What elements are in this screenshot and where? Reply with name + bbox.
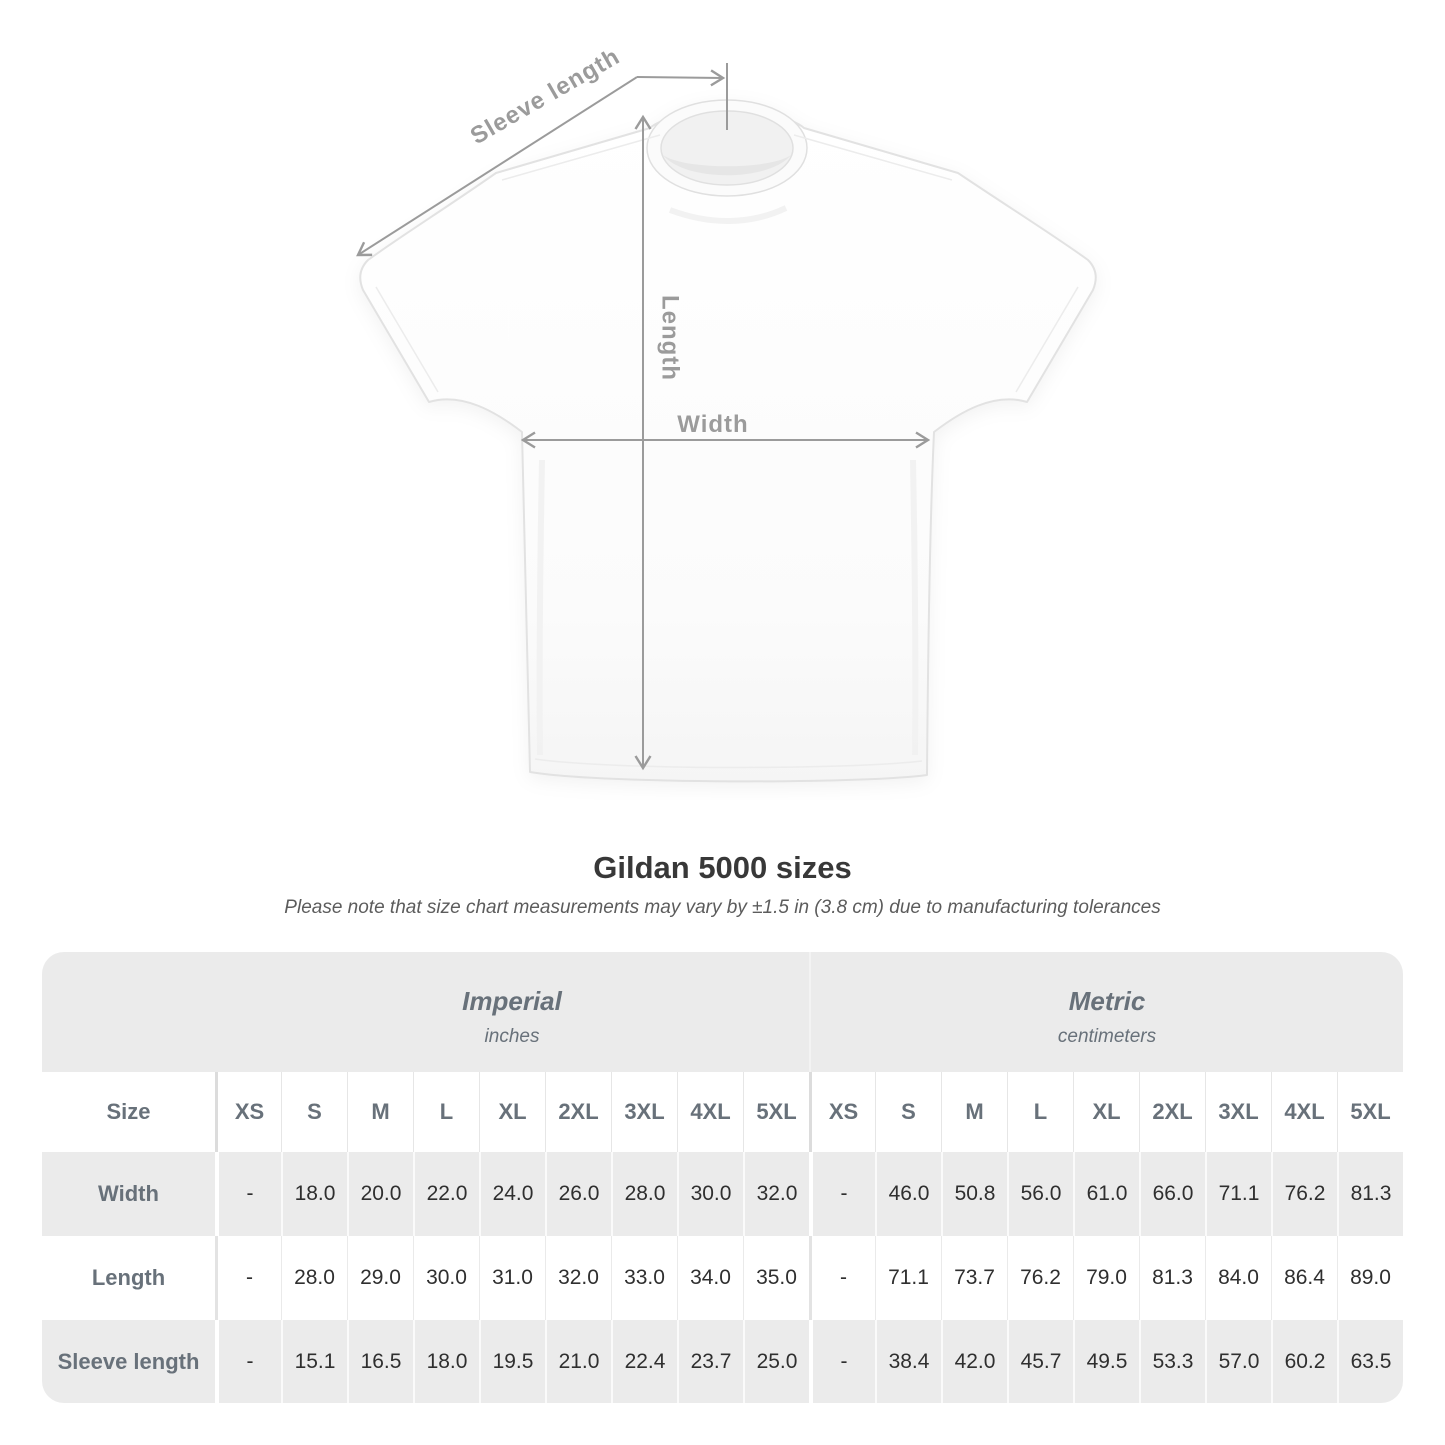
size-col-header: M <box>941 1072 1007 1152</box>
size-col-header: S <box>281 1072 347 1152</box>
table-cell: 38.4 <box>875 1320 941 1403</box>
table-cell: 56.0 <box>1007 1152 1073 1236</box>
table-cell: 89.0 <box>1337 1236 1403 1320</box>
table-cell: 66.0 <box>1139 1152 1205 1236</box>
table-cell: - <box>809 1236 875 1320</box>
size-col-header: XL <box>1073 1072 1139 1152</box>
table-cell: 71.1 <box>875 1236 941 1320</box>
table-cell: 50.8 <box>941 1152 1007 1236</box>
table-cell: 73.7 <box>941 1236 1007 1320</box>
sleeve-measure-extension <box>637 77 723 78</box>
table-cell: 22.4 <box>611 1320 677 1403</box>
unit-group-row <box>42 952 1403 1072</box>
size-col-header: 4XL <box>1271 1072 1337 1152</box>
width-row <box>42 1152 1403 1236</box>
page-title: Gildan 5000 sizes <box>593 850 852 885</box>
size-col-header: 2XL <box>1139 1072 1205 1152</box>
table-cell: 61.0 <box>1073 1152 1139 1236</box>
row-label: Length <box>91 1265 166 1290</box>
table-cell: 76.2 <box>1271 1152 1337 1236</box>
table-cell: 31.0 <box>479 1236 545 1320</box>
sleeve-length-row <box>42 1320 1403 1403</box>
table-cell: 86.4 <box>1271 1236 1337 1320</box>
size-header-row <box>42 1072 1403 1152</box>
table-cell: 18.0 <box>281 1152 347 1236</box>
table-cell: 81.3 <box>1337 1152 1403 1236</box>
table-cell: 60.2 <box>1271 1320 1337 1403</box>
table-cell: 49.5 <box>1073 1320 1139 1403</box>
size-col-header: 5XL <box>743 1072 809 1152</box>
metric-group-header <box>809 952 1403 1072</box>
table-cell: 53.3 <box>1139 1320 1205 1403</box>
table-cell: 45.7 <box>1007 1320 1073 1403</box>
length-label: Length <box>656 295 684 381</box>
table-cell: - <box>809 1320 875 1403</box>
tshirt-diagram <box>330 40 1120 800</box>
length-row <box>42 1236 1403 1320</box>
table-cell: 20.0 <box>347 1152 413 1236</box>
sleeve-length-label: Sleeve length <box>465 42 625 151</box>
size-corner-cell: Size <box>106 1099 151 1124</box>
table-cell: 24.0 <box>479 1152 545 1236</box>
size-col-header: 4XL <box>677 1072 743 1152</box>
size-table <box>42 952 1403 1403</box>
table-cell: 32.0 <box>743 1152 809 1236</box>
row-label: Sleeve length <box>57 1348 200 1374</box>
table-cell: 23.7 <box>677 1320 743 1403</box>
table-cell: 32.0 <box>545 1236 611 1320</box>
table-cell: 21.0 <box>545 1320 611 1403</box>
tshirt-body <box>360 112 1095 782</box>
table-cell: 28.0 <box>281 1236 347 1320</box>
table-cell: 84.0 <box>1205 1236 1271 1320</box>
size-col-header: M <box>347 1072 413 1152</box>
size-col-header: XS <box>809 1072 875 1152</box>
size-col-header: 2XL <box>545 1072 611 1152</box>
size-col-header: 5XL <box>1337 1072 1403 1152</box>
size-col-header: 3XL <box>611 1072 677 1152</box>
table-cell: 71.1 <box>1205 1152 1271 1236</box>
table-cell: 30.0 <box>677 1152 743 1236</box>
table-cell: 22.0 <box>413 1152 479 1236</box>
table-cell: - <box>215 1152 281 1236</box>
metric-group-name: Metric <box>1068 986 1146 1016</box>
size-col-header: 3XL <box>1205 1072 1271 1152</box>
size-col-header: L <box>413 1072 479 1152</box>
table-cell: 42.0 <box>941 1320 1007 1403</box>
size-col-header: L <box>1007 1072 1073 1152</box>
size-col-header: S <box>875 1072 941 1152</box>
imperial-group-header <box>215 952 809 1072</box>
table-cell: 57.0 <box>1205 1320 1271 1403</box>
table-cell: 34.0 <box>677 1236 743 1320</box>
table-cell: 46.0 <box>875 1152 941 1236</box>
metric-group-unit: centimeters <box>1057 1026 1157 1047</box>
table-cell: 15.1 <box>281 1320 347 1403</box>
table-cell: 29.0 <box>347 1236 413 1320</box>
imperial-group-unit: inches <box>484 1026 540 1047</box>
table-cell: 63.5 <box>1337 1320 1403 1403</box>
table-cell: 28.0 <box>611 1152 677 1236</box>
table-cell: - <box>215 1320 281 1403</box>
table-cell: 26.0 <box>545 1152 611 1236</box>
size-col-header: XS <box>215 1072 281 1152</box>
row-label: Width <box>98 1181 159 1206</box>
table-cell: - <box>809 1152 875 1236</box>
table-cell: 76.2 <box>1007 1236 1073 1320</box>
table-cell: 30.0 <box>413 1236 479 1320</box>
size-col-header: XL <box>479 1072 545 1152</box>
table-cell: 79.0 <box>1073 1236 1139 1320</box>
table-cell: 25.0 <box>743 1320 809 1403</box>
imperial-group-name: Imperial <box>462 986 562 1016</box>
table-cell: - <box>215 1236 281 1320</box>
table-cell: 18.0 <box>413 1320 479 1403</box>
tolerance-note: Please note that size chart measurements may vary by ±1.5 in (3.8 cm) due to manufacturing tolerances <box>284 897 1161 918</box>
table-cell: 16.5 <box>347 1320 413 1403</box>
width-label: Width <box>677 411 749 438</box>
table-cell: 19.5 <box>479 1320 545 1403</box>
table-cell: 35.0 <box>743 1236 809 1320</box>
table-cell: 81.3 <box>1139 1236 1205 1320</box>
table-cell: 33.0 <box>611 1236 677 1320</box>
